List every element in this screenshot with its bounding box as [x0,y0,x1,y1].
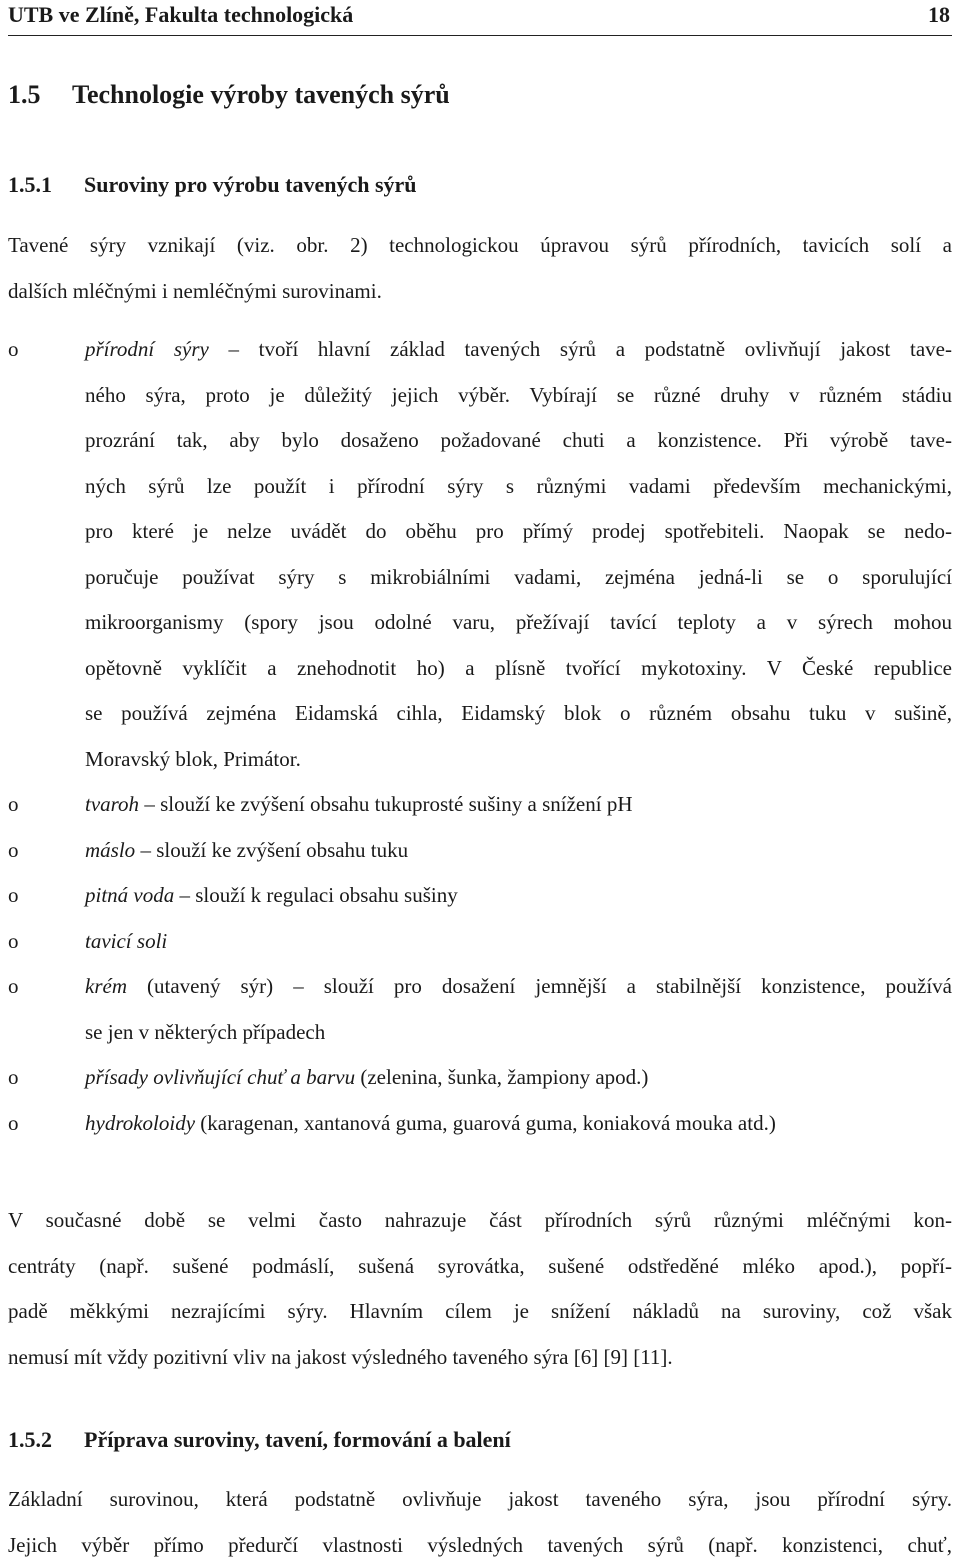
bullet-icon: o [8,828,19,874]
list-term: hydrokoloidy [85,1111,195,1135]
list-item [8,1101,952,1147]
text-line: prozrání tak, aby bylo dosaženo požadované chuti a konzistence. Při výrobě tave- [85,418,952,464]
page-header [8,0,952,36]
text-line [85,919,952,965]
text-line: přísady ovlivňující chuť a barvu (zelenina, šunka, žampiony apod.) [85,1055,952,1101]
ingredient-list [8,327,952,1146]
text-line: pitná voda – slouží k regulaci obsahu sušiny [85,873,952,919]
text-line: se jen v některých případech [85,1010,952,1056]
subsection-title: Suroviny pro výrobu tavených sýrů [84,172,417,197]
bullet-icon: o [8,327,19,373]
text-line: se používá zejména Eidamská cihla, Eidamský blok o různém obsahu tuku v sušině, [85,691,952,737]
text-line: ného sýra, proto je důležitý jejich výběr. Vybírají se různé druhy v různém stádiu [85,373,952,419]
text-line: Moravský blok, Primátor. [85,737,952,783]
text-line: přírodní sýry – tvoří hlavní základ tavených sýrů a podstatně ovlivňují jakost tave- [85,327,952,373]
section-heading [8,80,450,110]
section-number: 1.5 [8,80,72,110]
text-line: opětovně vyklíčit a znehodnotit ho) a plísně tvořící mykotoxiny. V České republice [85,646,952,692]
list-term: přísady ovlivňující chuť a barvu [85,1065,355,1089]
paragraph-concentrates [8,1198,952,1380]
bullet-icon: o [8,873,19,919]
bullet-icon: o [8,1055,19,1101]
list-item [8,919,952,965]
text-line: centráty (např. sušené podmáslí, sušená syrovátka, sušené odstředěné mléko apod.), popří- [8,1244,952,1290]
list-item [8,828,952,874]
bullet-icon: o [8,1101,19,1147]
text-line: nemusí mít vždy pozitivní vliv na jakost výsledného taveného sýra [6] [9] [11]. [8,1335,952,1381]
list-item [8,1055,952,1101]
bullet-icon: o [8,964,19,1010]
text-line: poručuje používat sýry s mikrobiálními vadami, zejména jedná-li se o sporulující [85,555,952,601]
bullet-icon: o [8,919,19,965]
header-title: UTB ve Zlíně, Fakulta technologická [8,2,353,28]
subsection-heading-2 [8,1427,511,1453]
subsection-number: 1.5.2 [8,1427,84,1453]
list-item [8,873,952,919]
list-term: krém [85,974,127,998]
list-term: tavicí soli [85,929,167,953]
paragraph-raw-material [8,1477,952,1568]
text-line: Základní surovinou, která podstatně ovlivňuje jakost taveného sýra, jsou přírodní sýry. [8,1477,952,1523]
intro-paragraph [8,223,952,314]
text-line: dalších mléčnými i nemléčnými surovinami. [8,269,952,315]
text-line: tvaroh – slouží ke zvýšení obsahu tukuprosté sušiny a snížení pH [85,782,952,828]
subsection-title: Příprava suroviny, tavení, formování a balení [84,1427,511,1452]
text-line: hydrokoloidy (karagenan, xantanová guma, guarová guma, koniaková mouka atd.) [85,1101,952,1147]
list-item [8,964,952,1055]
list-item [8,327,952,782]
list-item [8,782,952,828]
text-line: Jejich výběr přímo předurčí vlastnosti výsledných tavených sýrů (např. konzistenci, chuť, [8,1523,952,1568]
text-line: krém (utavený sýr) – slouží pro dosažení jemnější a stabilnější konzistence, používá [85,964,952,1010]
text-line: Tavené sýry vznikají (viz. obr. 2) technologickou úpravou sýrů přírodních, tavicích solí a [8,223,952,269]
list-term: pitná voda [85,883,174,907]
list-term: přírodní sýry [85,337,209,361]
text-line: pro které je nelze uvádět do oběhu pro přímý prodej spotřebiteli. Naopak se nedo- [85,509,952,555]
text-line: padě měkkými nezrajícími sýry. Hlavním cílem je snížení nákladů na suroviny, což však [8,1289,952,1335]
text-line: máslo – slouží ke zvýšení obsahu tuku [85,828,952,874]
list-term: tvaroh [85,792,139,816]
subsection-heading-1 [8,172,417,198]
page-number: 18 [928,2,950,28]
bullet-icon: o [8,782,19,828]
list-term: máslo [85,838,135,862]
text-line: mikroorganismy (spory jsou odolné varu, přežívají tavící teploty a v sýrech mohou [85,600,952,646]
section-title: Technologie výroby tavených sýrů [72,80,450,109]
text-line: V současné době se velmi často nahrazuje část přírodních sýrů různými mléčnými kon- [8,1198,952,1244]
text-line: ných sýrů lze použít i přírodní sýry s různými vadami především mechanickými, [85,464,952,510]
subsection-number: 1.5.1 [8,172,84,198]
